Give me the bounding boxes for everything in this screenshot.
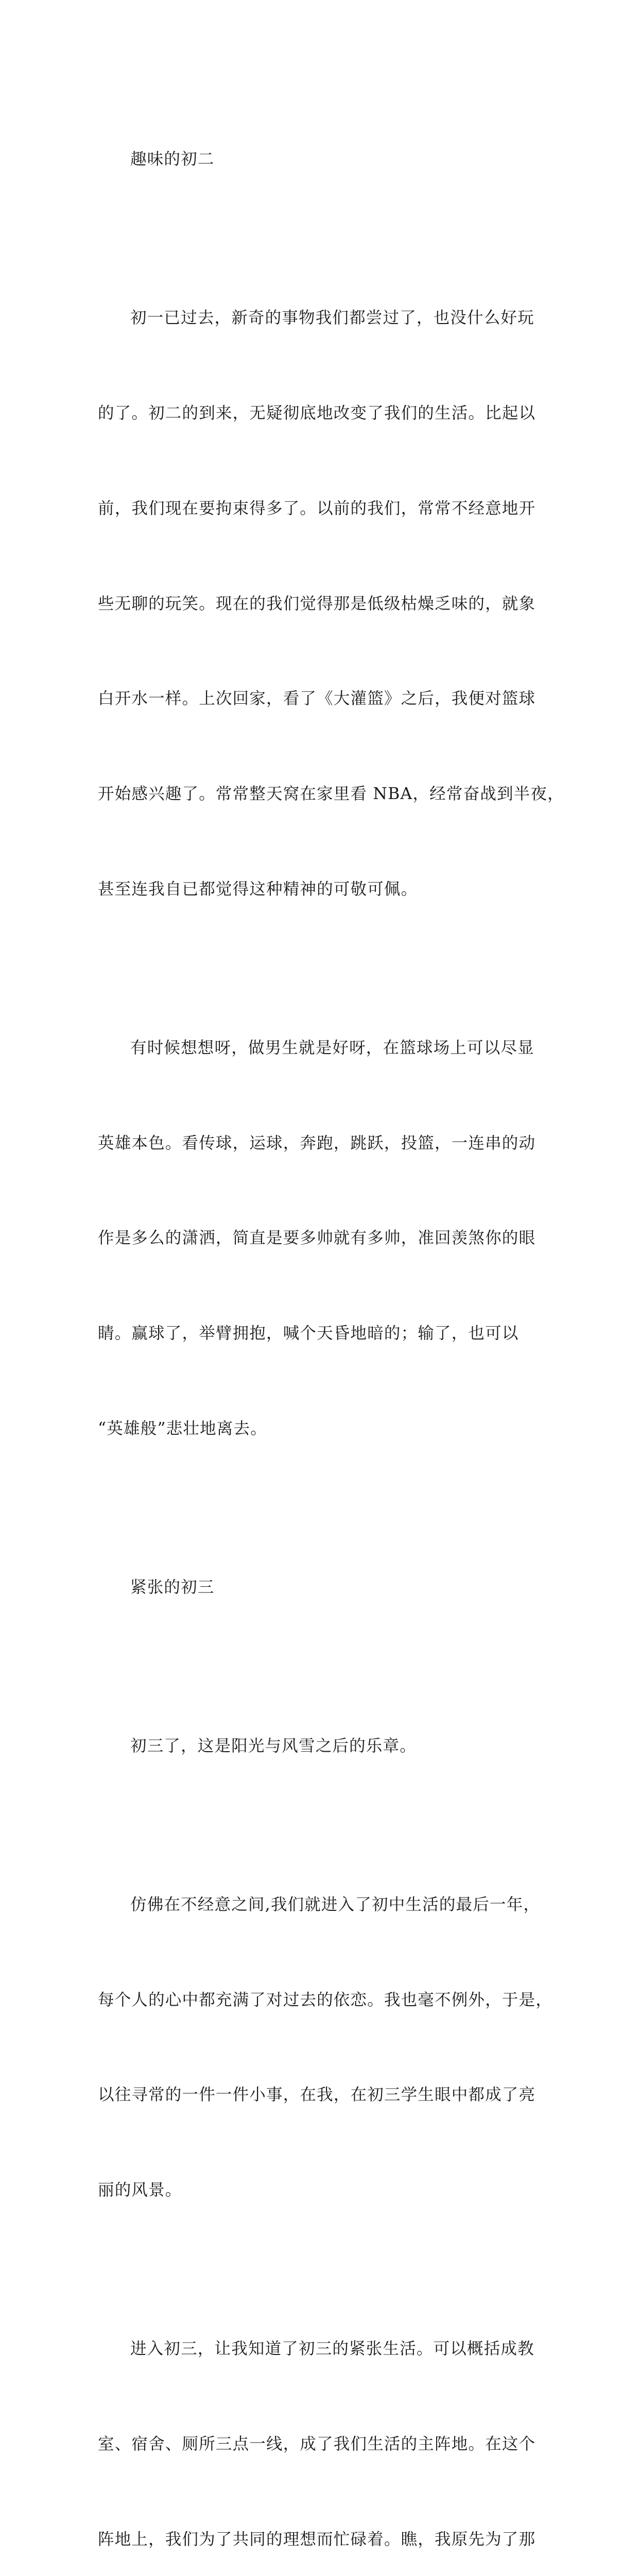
text-line: 以往寻常的一件一件小事，在我，在初三学生眼中都成了亮 <box>98 2086 536 2105</box>
section-heading <box>98 80 546 239</box>
text-line: 白开水一样。上次回家，看了《大灌篮》之后，我便对篮球 <box>98 689 536 708</box>
text-line: 丽的风景。 <box>98 2181 182 2200</box>
text-line: 初三了，这是阳光与风雪之后的乐章。 <box>130 1736 417 1755</box>
text-line: 有时候想想呀，做男生就是好呀，在篮球场上可以尽显 <box>130 1038 534 1057</box>
section-heading <box>98 1509 546 1667</box>
paragraph <box>98 239 564 969</box>
text-line: 的了。初二的到来，无疑彻底地改变了我们的生活。比起以 <box>98 403 536 422</box>
text-line: 睛。赢球了，举臂拥抱，喊个天昏地暗的；输了，也可以 <box>98 1324 519 1343</box>
paragraph <box>98 1667 546 1826</box>
text-line: 趣味的初二 <box>130 150 215 169</box>
text-line: 紧张的初三 <box>130 1578 215 1597</box>
text-line: 每个人的心中都充满了对过去的依恋。我也毫不例外，于是， <box>98 1990 552 2009</box>
text-line: “英雄般”悲壮地离去。 <box>98 1419 267 1438</box>
text-line: 阵地上，我们为了共同的理想而忙碌着。瞧，我原先为了那 <box>98 2530 536 2549</box>
text-line: 甚至连我自已都觉得这种精神的可敬可佩。 <box>98 879 418 899</box>
text-line: 英雄本色。看传球，运球，奔跑，跳跃，投篮，一连串的动 <box>98 1133 536 1153</box>
paragraph <box>98 2270 546 2576</box>
text-line: 初一已过去，新奇的事物我们都尝过了，也没什么好玩 <box>130 309 534 328</box>
text-line: 作是多么的潇洒，简直是要多帅就有多帅，准回羡煞你的眼 <box>98 1229 536 1248</box>
text-line: 前，我们现在要拘束得多了。以前的我们，常常不经意地开 <box>98 499 536 518</box>
text-line: 室、宿舍、厕所三点一线，成了我们生活的主阵地。在这个 <box>98 2434 536 2453</box>
text-line: 开始感兴趣了。常常整天窝在家里看 NBA，经常奋战到半夜， <box>98 785 564 804</box>
text-line: 进入初三，让我知道了初三的紧张生活。可以概括成教 <box>130 2340 534 2359</box>
paragraph <box>98 1826 552 2270</box>
paragraph <box>98 969 546 1509</box>
text-line: 仿佛在不经意之间,我们就进入了初中生活的最后一年， <box>130 1895 541 1914</box>
text-line: 些无聊的玩笑。现在的我们觉得那是低级枯燥乏味的，就象 <box>98 594 536 613</box>
document-body <box>98 80 564 2576</box>
